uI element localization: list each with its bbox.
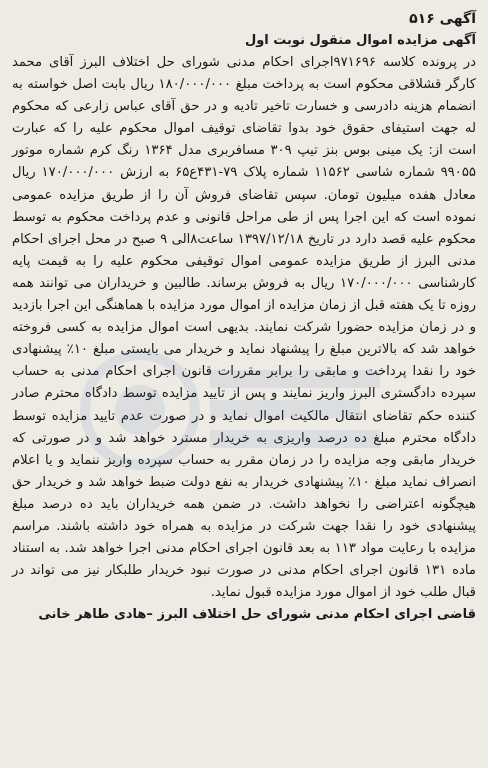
notice-title: آگهی مزایده اموال منقول نوبت اول [244, 33, 476, 48]
notice-body [12, 52, 476, 604]
notice-paragraph: در پرونده کلاسه ۹۷۱۶۹۶اجرای احکام مدنی شورای حل اختلاف البرز آقای محمد کارگر قشلاقی محکوم است به پرداخت مبلغ ۱۸۰/۰۰۰/۰۰۰ ریال بابت اصل خواسته به انضمام هزینه دادرسی و خسارت تاخیر تادیه و در حق آقای عباس زارعی که محکوم له جهت استیفای حقوق خود بدوا تقاضای توقیف اموال محکوم علیه را که عبارت است از: یک مینی بوس بنز تیپ ۳۰۹ مسافربری مدل ۱۳۶۴ رنگ کرم شماره موتور ۹۹۰۵۵ شماره شاسی ۱۱۵۶۲ شماره پلاک ۷۹-۴۳۱ع۶۵ به ارزش ۱۷۰/۰۰۰/۰۰۰ ریال معادل هفده میلیون تومان. سپس تقاضای فروش آن را از طریق مزایده عمومی نموده است که این اجرا پس از طی مراحل قانونی و عدم پرداخت محکوم به توسط محکوم علیه قصد دارد در تاریخ ۱۳۹۷/۱۲/۱۸ ساعت۸الی ۹ صبح در محل اجرای احکام مدنی البرز از طریق مزایده عمومی اموال توقیفی محکوم علیه را به قیمت پایه کارشناسی ۱۷۰/۰۰۰/۰۰۰ ریال به فروش برساند. طالبین و خریداران می توانند همه روزه تا یک هفته قبل از زمان مزایده از اموال مورد مزایده با هماهنگی این اجرا بازدید و در زمان مزایده حضورا شرکت نمایند. بدیهی است اموال مزایده به کسی فروخته خواهد شد که بالاترین مبلغ را پیشنهاد نماید و خریدار می بایستی مبلغ ۱۰٪ پیشنهادی خود را نقدا پرداخت و مابقی را برابر مقررات قانون اجرای احکام مدنی به حساب سپرده دادگستری البرز واریز نمایند و پس از تایید مزایده توسط دادگاه محترم صادر کننده حکم تقاضای انتقال مالکیت اموال نماید و در صورت عدم تایید مزایده توسط دادگاه محترم مبلغ ده درصد واریزی به خریدار مسترد خواهد شد و در صورتی که خریدار مابقی وجه مزایده را در زمان مقرر به حساب سپرده واریز ننماید و یا اعلام انصراف نماید مبلغ ۱۰٪ پیشنهادی خریدار به نفع دولت ضبط خواهد شد و خریدار حق هیچگونه اعتراضی را نخواهد داشت. در ضمن همه خریداران باید ده درصد مبلغ پیشنهادی خود را نقدا جهت شرکت در مزایده به همراه خود داشته باشند. مراسم مزایده با رعایت مواد ۱۱۳ به بعد قانون اجرای احکام مدنی اجرا خواهد شد. به استناد ماده ۱۳۱ قانون اجرای احکام مدنی در صورت نبود خریدار طلبکار نیز می تواند در قبال طلب خود از اموال مورد مزایده قبول نماید. [12, 55, 477, 601]
notice-signature: قاضی اجرای احکام مدنی شورای حل اختلاف البرز –هادی طاهر خانی [38, 607, 476, 623]
notice-number: آگهی ۵۱۶ [409, 11, 476, 27]
